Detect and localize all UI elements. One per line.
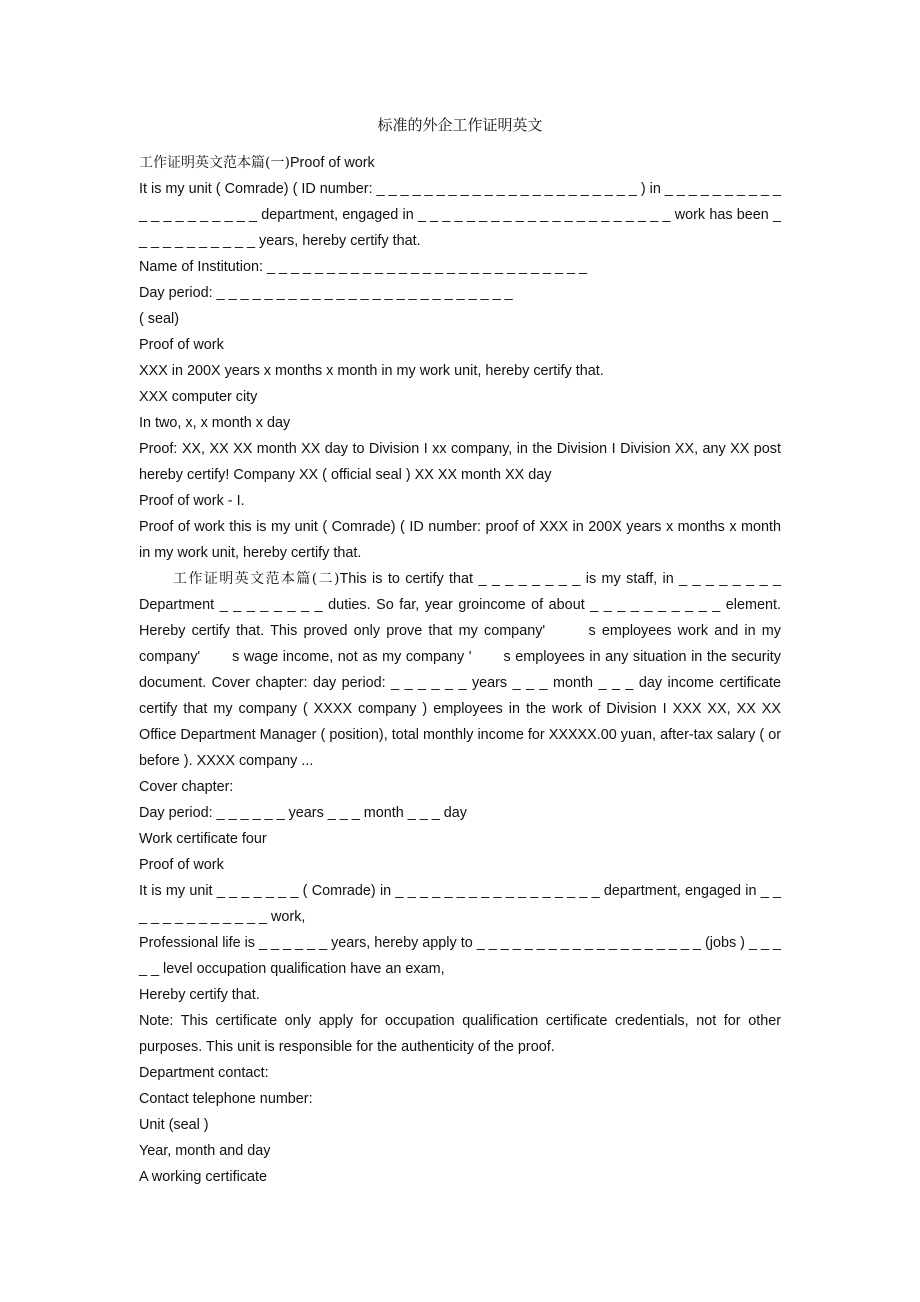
section-heading-cn: 工作证明英文范本篇(一) bbox=[139, 155, 290, 171]
paragraph: It is my unit ( Comrade) ( ID number: _ _ _ _ _ _ _ _ _ _ _ _ _ _ _ _ _ _ _ _ _ _ ) in _ _ _ _ _ _ _ _ _ _ _ _ _ _ _ _ _ _ _ _ department, engaged in _ _ _ _ _ _ _ _ _ _ _ _ _ _ _ _ _ _ _ _ _ work has been _ _ _ _ _ _ _ _ _ _ _ years, hereby certify that. bbox=[139, 181, 785, 249]
paragraph: Contact telephone number: bbox=[139, 1091, 313, 1107]
section-heading-en: Proof of work bbox=[289, 155, 375, 171]
paragraph: Cover chapter: bbox=[139, 779, 234, 795]
paragraph: ( seal) bbox=[139, 311, 179, 327]
paragraph: Day period: _ _ _ _ _ _ years _ _ _ month _ _ _ day bbox=[139, 805, 467, 821]
paragraph: In two, x, x month x day bbox=[139, 415, 291, 431]
paragraph: Hereby certify that. bbox=[139, 987, 260, 1003]
paragraph: XXX in 200X years x months x month in my work unit, hereby certify that. bbox=[139, 363, 604, 379]
paragraph: Proof of work this is my unit ( Comrade) ( ID number: proof of XXX in 200X years x months x month in my work unit, hereby certify that. bbox=[139, 519, 785, 561]
paragraph: It is my unit _ _ _ _ _ _ _ ( Comrade) in _ _ _ _ _ _ _ _ _ _ _ _ _ _ _ _ _ department, engaged in _ _ _ _ _ _ _ _ _ _ _ _ _ work, bbox=[139, 883, 785, 925]
paragraph: A working certificate bbox=[139, 1169, 267, 1185]
paragraph: XXX computer city bbox=[139, 389, 258, 405]
paragraph: Day period: _ _ _ _ _ _ _ _ _ _ _ _ _ _ _ _ _ _ _ _ _ _ _ _ _ bbox=[139, 285, 513, 301]
section-heading-cn: 工作证明英文范本篇(二) bbox=[173, 571, 340, 587]
paragraph: Proof: XX, XX XX month XX day to Division I xx company, in the Division I Division XX, any XX post hereby certify! Company XX ( official seal ) XX XX month XX day bbox=[139, 441, 785, 483]
paragraph: Year, month and day bbox=[139, 1143, 271, 1159]
paragraph-text: This is to certify that _ _ _ _ _ _ _ _ is my staff, in _ _ _ _ _ _ _ _ Department _ _ _ _ _ _ _ _ duties. So far, year groincome of about _ _ _ _ _ _ _ _ _ _ element. Hereby certify that. This proved only prove that my company' s employees work and in my company' s wage income, not as my company ' s employees in any situation in the security document. Cover chapter: day period: _ _ _ _ _ _ years _ _ _ month _ _ _ day income certificate certify that my company ( XXXX company ) employees in the work of Division I XXX XX, XX XX Office Department Manager ( position), total monthly income for XXXXX.00 yuan, after-tax salary ( or before ). XXXX company ... bbox=[139, 571, 785, 769]
paragraph: Department contact: bbox=[139, 1065, 269, 1081]
paragraph: Work certificate four bbox=[139, 831, 267, 847]
section-heading-1 bbox=[139, 150, 781, 176]
paragraph: Proof of work - I. bbox=[139, 493, 245, 509]
paragraph: Proof of work bbox=[139, 857, 224, 873]
section-heading-2 bbox=[139, 566, 785, 774]
document-title: 标准的外企工作证明英文 bbox=[377, 116, 543, 134]
paragraph: Professional life is _ _ _ _ _ _ years, hereby apply to _ _ _ _ _ _ _ _ _ _ _ _ _ _ _ _ _ _ _ (jobs ) _ _ _ _ _ level occupation qualification have an exam, bbox=[139, 935, 785, 977]
paragraph: Note: This certificate only apply for occupation qualification certificate credentials, not for other purposes. This unit is responsible for the authenticity of the proof. bbox=[139, 1013, 785, 1055]
paragraph: Proof of work bbox=[139, 337, 224, 353]
paragraph: Unit (seal ) bbox=[139, 1117, 209, 1133]
document-body bbox=[139, 150, 785, 1190]
paragraph: Name of Institution: _ _ _ _ _ _ _ _ _ _ _ _ _ _ _ _ _ _ _ _ _ _ _ _ _ _ _ bbox=[139, 259, 588, 275]
